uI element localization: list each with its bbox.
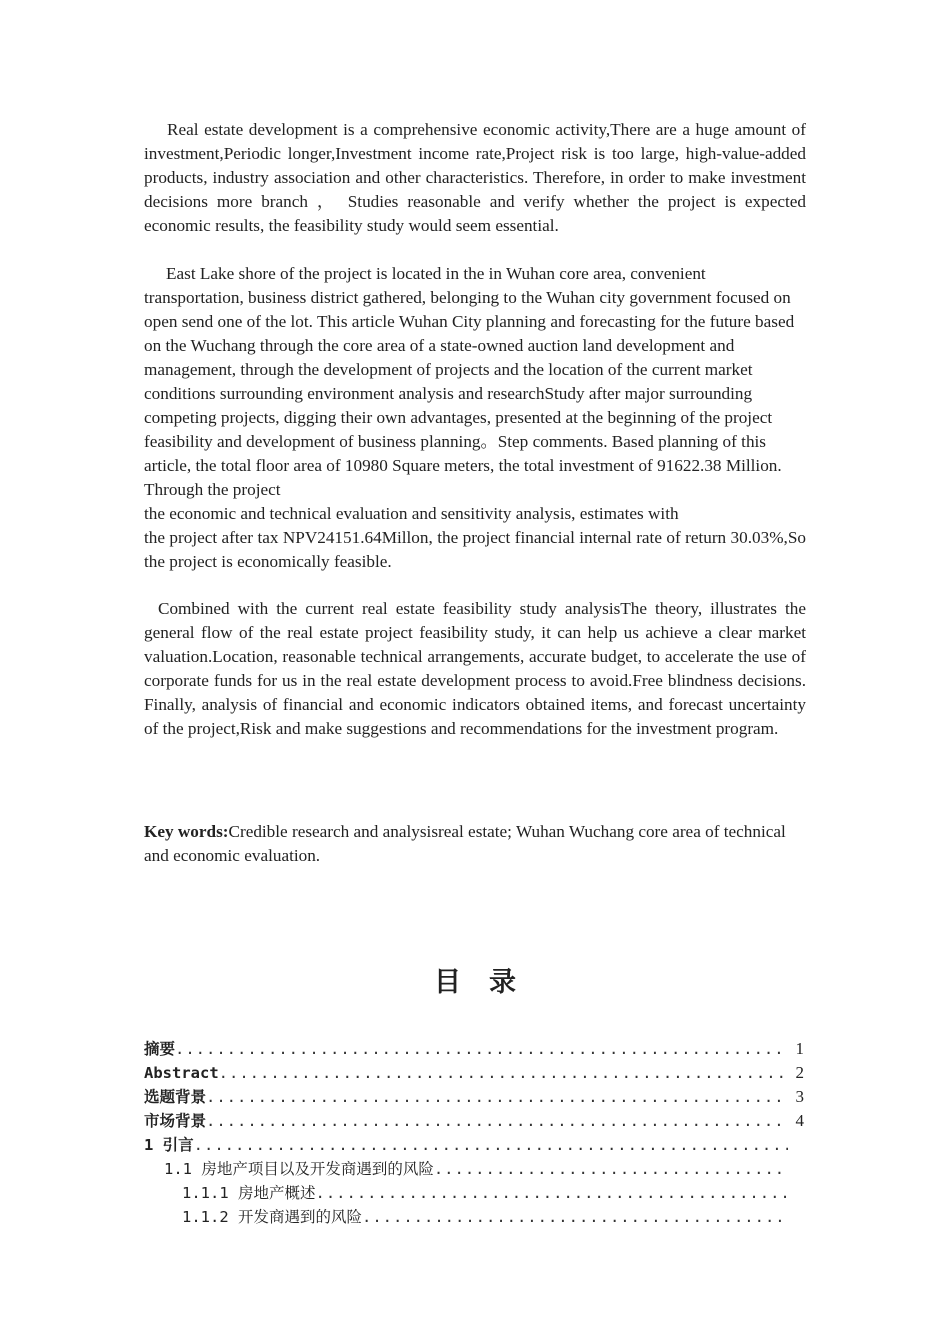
keywords-text: Credible research and analysisreal estate; Wuhan Wuchang core area of technical and economic evaluation. bbox=[144, 822, 786, 865]
toc-title: 目录 bbox=[434, 967, 544, 998]
abstract-paragraph-1: Real estate development is a comprehensive economic activity,There are a huge amount of investment,Periodic longer,Investment income rate,Project risk is too large, high-value-added products, industry association and other characteristics. Therefore, in order to make investment decisions more branch ， Studies reasonable and verify whether the project is expected economic results, the feasibility study would seem essential. bbox=[144, 120, 806, 235]
toc-entry[interactable] bbox=[144, 1181, 804, 1205]
keywords-label: Key words: bbox=[144, 822, 229, 841]
toc-entry[interactable] bbox=[144, 1085, 804, 1109]
keywords bbox=[144, 820, 806, 868]
abstract-paragraph-2-end: the project after tax NPV24151.64Millon, the project financial internal rate of return 30.03%,So the project is economically feasible. bbox=[144, 528, 806, 571]
toc-page-number bbox=[788, 1205, 804, 1229]
toc-leader-dots bbox=[219, 1061, 788, 1085]
toc-leader-dots bbox=[206, 1109, 788, 1133]
toc-page-number bbox=[788, 1181, 804, 1205]
toc-entry-label: 1.1.2 开发商遇到的风险 bbox=[182, 1208, 362, 1226]
toc-page-number: 4 bbox=[795, 1111, 804, 1130]
toc-entry-label: 摘要 bbox=[144, 1040, 176, 1058]
toc-leader-dots bbox=[316, 1181, 789, 1205]
toc-leader-dots bbox=[434, 1157, 788, 1181]
abstract-paragraph-3: Combined with the current real estate feasibility study analysisThe theory, illustrates the general flow of the real estate project feasibility study, it can help us achieve a clear market valuation.Location, reasonable technical arrangements, accurate budget, to accelerate the use of corporate funds for us in the real estate development process to avoid.Free blindness decisions. Finally, analysis of financial and economic indicators obtained items, and forecast uncertainty of the project,Risk and make suggestions and recommendations for the investment program. bbox=[144, 599, 806, 738]
toc-entry[interactable] bbox=[144, 1133, 804, 1157]
toc-page-number: 3 bbox=[795, 1087, 804, 1106]
toc-entry[interactable] bbox=[144, 1037, 804, 1061]
toc-page-number: 2 bbox=[795, 1063, 804, 1082]
toc-entry[interactable] bbox=[144, 1109, 804, 1133]
toc-entry[interactable] bbox=[144, 1205, 804, 1229]
toc-entry-label: 市场背景 bbox=[144, 1112, 207, 1130]
abstract-paragraph-2 bbox=[144, 262, 806, 574]
abstract-paragraph-2-main: East Lake shore of the project is located in the in Wuhan core area, convenient transportation, business district gathered, belonging to the Wuhan city government focused on open send one of the lot. This article Wuhan City planning and forecasting for the future based on the Wuchang through the core area of a state-owned auction land development and management, through the development of projects and the location of the current market conditions surrounding environment analysis and researchStudy after major surrounding competing projects, digging their own advantages, presented at the beginning of the project feasibility and development of business planning。Step comments. Based planning of this article, the total floor area of 10980 Square meters, the total investment of 91622.38 Million. Through the project bbox=[144, 264, 795, 499]
toc-page-number bbox=[788, 1133, 804, 1157]
toc-leader-dots bbox=[194, 1133, 788, 1157]
toc-entry-label: 选题背景 bbox=[144, 1088, 207, 1106]
toc-entry-label: 1.1 房地产项目以及开发商遇到的风险 bbox=[164, 1160, 434, 1178]
abstract-paragraph-2-line: the economic and technical evaluation and sensitivity analysis, estimates with bbox=[144, 504, 679, 523]
toc-leader-dots bbox=[206, 1085, 788, 1109]
toc-leader-dots bbox=[362, 1205, 788, 1229]
toc-page-number: 1 bbox=[795, 1039, 804, 1058]
toc-entry-label: 1.1.1 房地产概述 bbox=[182, 1184, 316, 1202]
toc-leader-dots bbox=[175, 1037, 788, 1061]
toc-entry[interactable] bbox=[144, 1157, 804, 1181]
toc-entry-label: 1 引言 bbox=[144, 1136, 194, 1154]
toc-entry-label: Abstract bbox=[144, 1064, 219, 1082]
toc-entry[interactable] bbox=[144, 1061, 804, 1085]
table-of-contents bbox=[144, 1037, 804, 1229]
toc-page-number bbox=[788, 1157, 804, 1181]
